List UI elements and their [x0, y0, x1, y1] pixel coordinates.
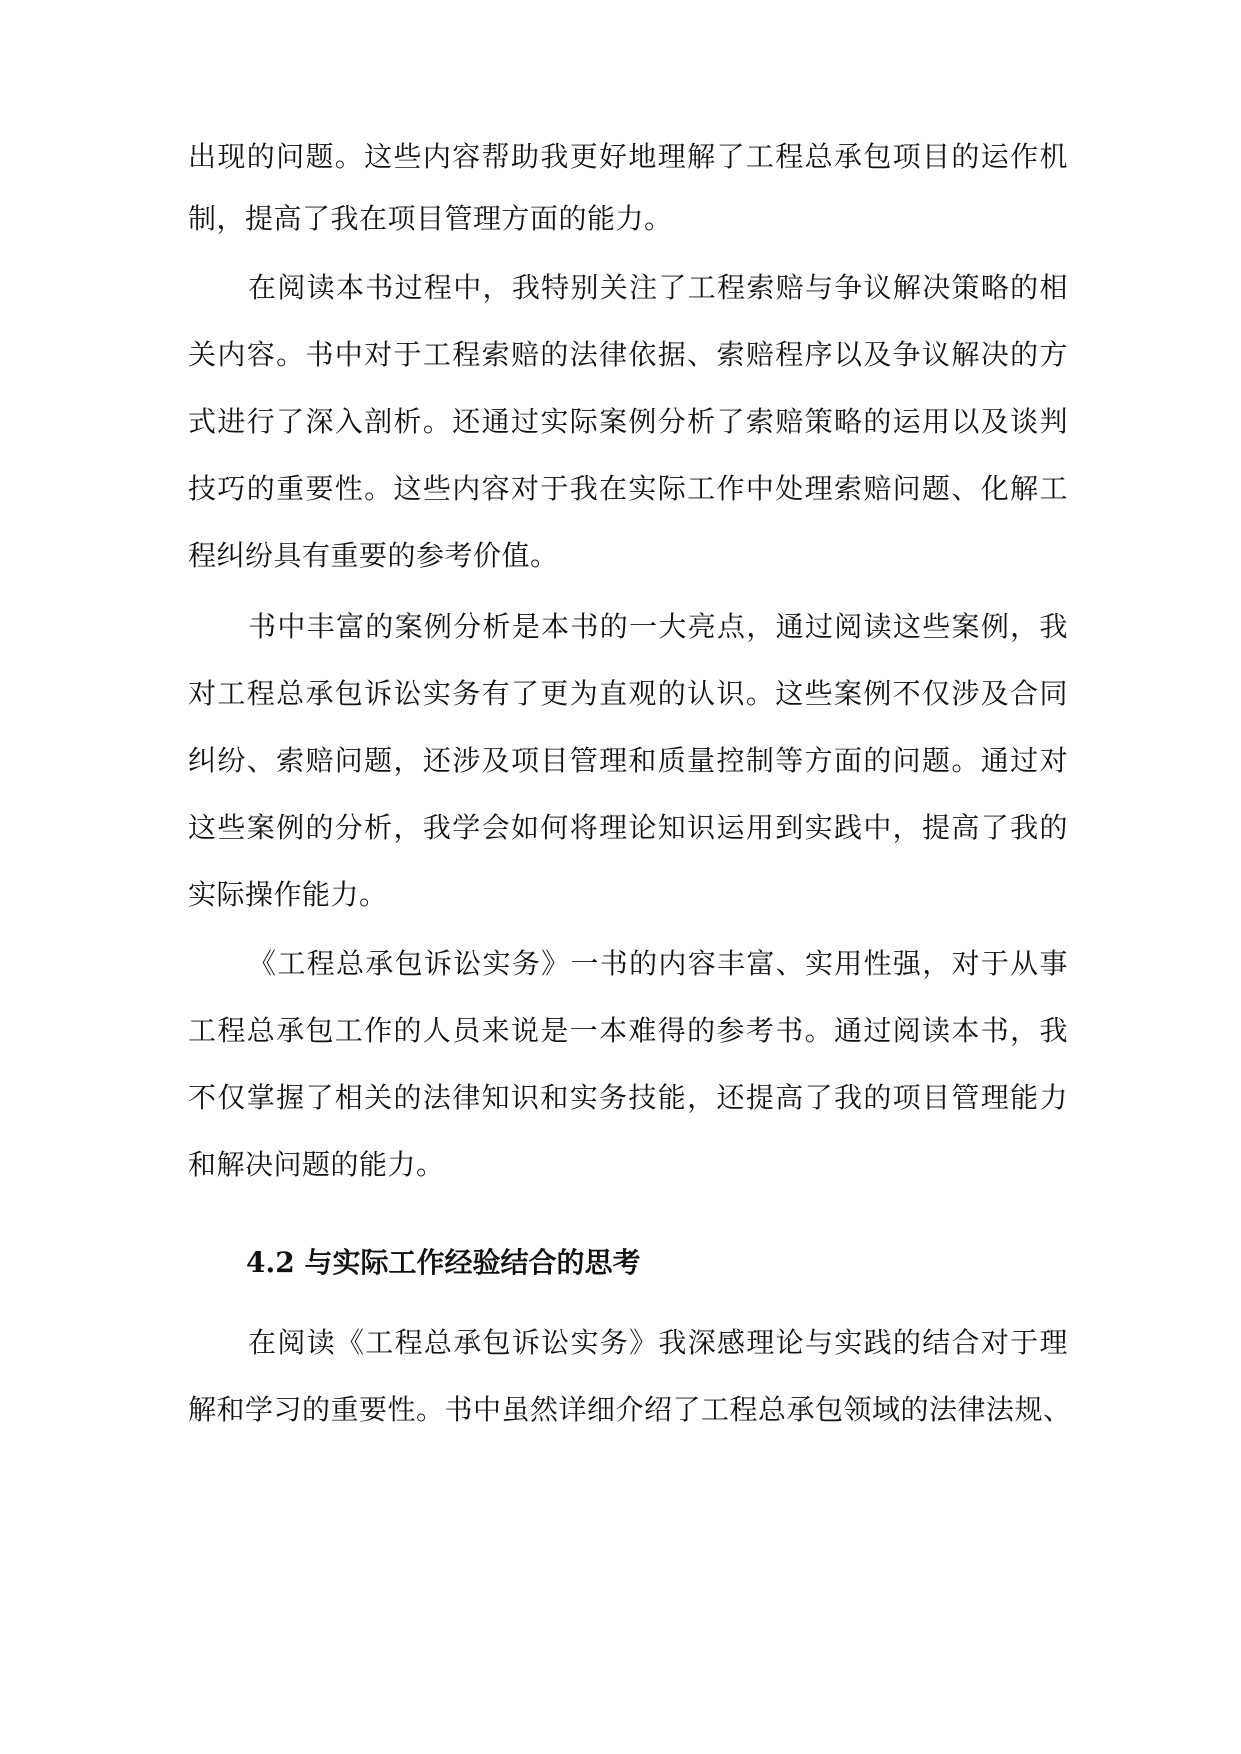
paragraph-line: 《工程总承包诉讼实务》一书的内容丰富、实用性强，对于从事 — [248, 947, 1068, 980]
paragraph-line: 关内容。书中对于工程索赔的法律依据、索赔程序以及争议解决的方 — [188, 338, 1068, 371]
paragraph-line: 在阅读本书过程中，我特别关注了工程索赔与争议解决策略的相 — [248, 271, 1068, 304]
paragraph-line: 这些案例的分析，我学会如何将理论知识运用到实践中，提高了我的 — [188, 811, 1068, 844]
section-heading: 4.2 与实际工作经验结合的思考 — [246, 1246, 641, 1279]
paragraph-line: 在阅读《工程总承包诉讼实务》我深感理论与实践的结合对于理 — [248, 1326, 1068, 1359]
paragraph-line: 实际操作能力。 — [188, 878, 388, 911]
paragraph-line: 制，提高了我在项目管理方面的能力。 — [188, 202, 673, 235]
paragraph-line: 技巧的重要性。这些内容对于我在实际工作中处理索赔问题、化解工 — [188, 472, 1068, 505]
paragraph-line: 解和学习的重要性。书中虽然详细介绍了工程总承包领域的法律法规、 — [188, 1393, 1072, 1426]
paragraph-line: 式进行了深入剖析。还通过实际案例分析了索赔策略的运用以及谈判 — [188, 405, 1068, 438]
paragraph-line: 和解决问题的能力。 — [188, 1148, 445, 1181]
paragraph-line: 对工程总承包诉讼实务有了更为直观的认识。这些案例不仅涉及合同 — [188, 677, 1068, 710]
paragraph-line: 纠纷、索赔问题，还涉及项目管理和质量控制等方面的问题。通过对 — [188, 744, 1068, 777]
paragraph-line: 出现的问题。这些内容帮助我更好地理解了工程总承包项目的运作机 — [188, 140, 1068, 173]
paragraph-line: 工程总承包工作的人员来说是一本难得的参考书。通过阅读本书，我 — [188, 1014, 1068, 1047]
paragraph-line: 程纠纷具有重要的参考价值。 — [188, 539, 559, 572]
paragraph-line: 书中丰富的案例分析是本书的一大亮点，通过阅读这些案例，我 — [248, 610, 1068, 643]
paragraph-line: 不仅掌握了相关的法律知识和实务技能，还提高了我的项目管理能力 — [188, 1081, 1068, 1114]
